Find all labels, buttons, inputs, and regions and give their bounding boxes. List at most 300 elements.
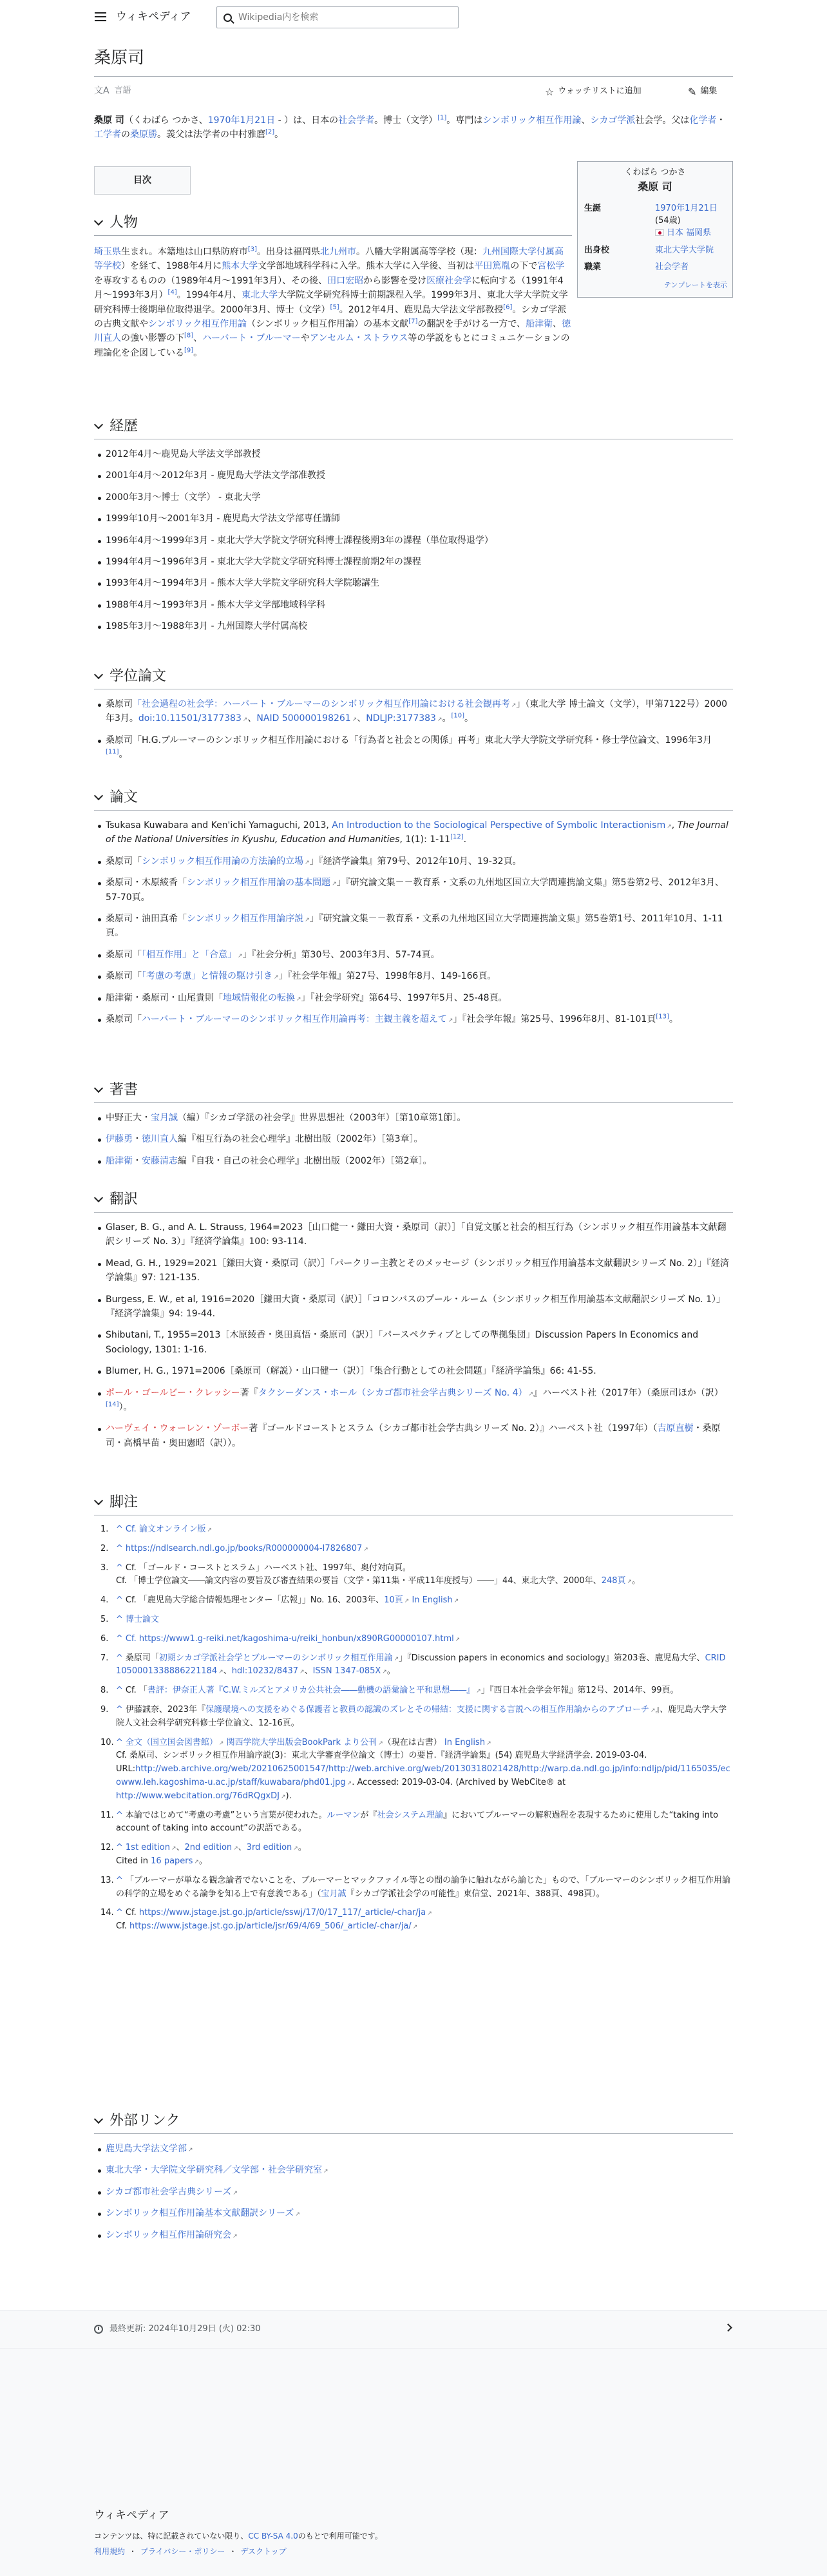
inline-link[interactable]: 16 papers ↗ bbox=[151, 1856, 199, 1866]
site-header bbox=[0, 0, 827, 35]
inline-text: 。 bbox=[464, 713, 474, 724]
list-item bbox=[94, 1111, 733, 1125]
inline-link[interactable]: 2nd edition ↗ bbox=[185, 1843, 238, 1852]
birth-date-link[interactable]: 1970年1月21日 bbox=[207, 115, 276, 126]
inline-link[interactable]: 初期シカゴ学派社会学とブルーマーのシンボリック相互作用論 ↗ bbox=[159, 1653, 399, 1663]
inline-text: や bbox=[300, 333, 310, 344]
chevron-down-icon bbox=[94, 669, 103, 678]
inline-link[interactable]: Cf. 論文オンライン版 ↗ bbox=[126, 1524, 212, 1534]
backlink-caret[interactable]: ^ bbox=[116, 1633, 123, 1644]
backlink-caret[interactable]: ^ bbox=[116, 1875, 123, 1885]
inline-text: 」『研究論文集－－教育系・文系の九州地区国立大学間連携論文集』第5巻第1号、2011年10月、1-11頁。 bbox=[106, 913, 723, 939]
inline-link[interactable]: 1st edition ↗ bbox=[126, 1843, 176, 1852]
clock-icon bbox=[94, 2325, 103, 2334]
inline-text: に転向する（1991年4月〜1993年3月） bbox=[94, 275, 564, 301]
note-number: 5. bbox=[100, 1614, 109, 1624]
inline-text: 桑原司「 bbox=[106, 971, 142, 982]
note-item bbox=[94, 1809, 733, 1836]
inline-text: の下で bbox=[510, 261, 538, 272]
note-item bbox=[94, 1736, 733, 1803]
paper-link[interactable]: ハーバート・ブルーマーのシンボリック相互作用論再考：主観主義を超えて ↗ bbox=[142, 1014, 453, 1024]
section-header[interactable] bbox=[94, 785, 733, 811]
separator: ・ bbox=[129, 2547, 137, 2556]
inline-text: 。 bbox=[298, 1843, 307, 1853]
paper-link[interactable]: シンボリック相互作用論の基本問題 ↗ bbox=[187, 878, 337, 888]
menu-icon[interactable] bbox=[94, 10, 107, 23]
inline-text: Cf. bbox=[116, 1921, 129, 1932]
title-divider bbox=[94, 76, 733, 77]
list-item: 2001年4月〜2012年3月 - 鹿児島大学法文学部准教授 bbox=[94, 468, 733, 483]
note-number: 6. bbox=[100, 1633, 109, 1644]
ref-link[interactable]: [14] bbox=[106, 1401, 119, 1408]
chevron-down-icon bbox=[94, 216, 103, 225]
inline-text: 。シカゴ学派の古典文献や bbox=[94, 304, 567, 329]
section-translations bbox=[94, 1187, 733, 1457]
ref-link[interactable]: [5] bbox=[330, 303, 339, 311]
chevron-right-icon[interactable] bbox=[724, 2323, 732, 2332]
lead-text: 。博士（文学） bbox=[374, 115, 438, 126]
watchlist-button[interactable] bbox=[545, 84, 642, 101]
inline-text: 、 bbox=[176, 1843, 185, 1853]
inline-link[interactable]: 徳川直人 bbox=[142, 1134, 178, 1145]
backlink-caret[interactable]: ^ bbox=[116, 1653, 123, 1663]
backlink-caret[interactable]: ^ bbox=[116, 1543, 123, 1553]
inline-text: , 1(1): 1-11 bbox=[399, 834, 451, 845]
list-item bbox=[94, 818, 733, 847]
backlink-caret[interactable]: ^ bbox=[116, 1686, 123, 1696]
inline-text: 桑原司「 bbox=[106, 949, 142, 960]
inline-link[interactable]: 熊本大学 bbox=[222, 261, 258, 272]
section-header[interactable] bbox=[94, 1187, 733, 1213]
inline-link[interactable]: 東北大学 bbox=[242, 290, 278, 301]
note-item bbox=[94, 1684, 733, 1698]
section-header[interactable] bbox=[94, 2108, 733, 2134]
lead-text: 。 bbox=[274, 130, 284, 140]
papers-list bbox=[94, 818, 733, 1026]
search-box[interactable] bbox=[216, 6, 459, 28]
inline-link[interactable]: ハーバート・ブルーマー bbox=[202, 333, 301, 344]
inline-link[interactable]: In English ↗ bbox=[412, 1595, 459, 1605]
note-item bbox=[94, 1523, 733, 1537]
edit-button[interactable] bbox=[688, 84, 717, 101]
inline-text: 「ブルーマーが単なる観念論者でないことを、ブルーマーとマックファイル等との間の論争に触れながら論じた」もので、「ブルーマーのシンボリック相互作用論の科学的立場をめぐる論争を知る上で有意義である」（ bbox=[116, 1875, 730, 1899]
inline-text: 。 bbox=[632, 1576, 641, 1586]
ref-link[interactable]: [12] bbox=[450, 833, 464, 841]
infobox-label: 職業 bbox=[584, 262, 602, 273]
inline-link[interactable]: シンボリック相互作用論 bbox=[148, 318, 247, 329]
inline-link[interactable]: 九州国際大学付属高等学校 bbox=[94, 247, 564, 272]
chicago-school-link[interactable]: シカゴ学派 bbox=[590, 115, 636, 126]
paper-link[interactable]: 地域情報化の転換 ↗ bbox=[223, 993, 301, 1003]
inline-text: Cited in bbox=[116, 1856, 151, 1866]
note-item bbox=[94, 1652, 733, 1679]
note-number: 9. bbox=[100, 1704, 109, 1715]
inline-text: 」『研究論文集－－教育系・文系の九州地区国立大学間連携論文集』第5巻第2号、2012年3月、57-70頁。 bbox=[106, 878, 724, 903]
inline-link[interactable]: 宮松学 bbox=[537, 261, 565, 272]
degree-list bbox=[94, 697, 733, 762]
inline-link[interactable]: 吉原直樹 bbox=[657, 1423, 694, 1434]
alma-mater-link[interactable]: 東北大学大学院 bbox=[655, 245, 714, 255]
inline-link[interactable]: 博士論文 bbox=[125, 1614, 159, 1624]
inline-link[interactable]: 248頁 ↗ bbox=[602, 1576, 632, 1586]
inline-text: 著『 bbox=[240, 1387, 258, 1398]
inline-link[interactable]: 田口宏昭 bbox=[327, 275, 364, 286]
inline-link[interactable]: CRID 1050001338886221184 ↗ bbox=[116, 1653, 726, 1677]
note-item bbox=[94, 1907, 733, 1934]
toc-button[interactable]: 目次 bbox=[94, 166, 191, 195]
section-header[interactable] bbox=[94, 1490, 733, 1515]
list-item: 1999年10月〜2001年3月 - 鹿児島大学法文学部専任講師 bbox=[94, 512, 733, 526]
note-number: 3. bbox=[100, 1562, 109, 1573]
red-link[interactable]: ポール・ゴールビー・クレッシー bbox=[106, 1387, 240, 1398]
section-title: 人物 bbox=[109, 214, 138, 231]
inline-text: 編『相互行為の社会心理学』北樹出版（2002年）［第3章］。 bbox=[178, 1134, 423, 1145]
inline-text: 』、鹿児島大学大学院人文社会科学研究科修士学位論文、12-16頁。 bbox=[116, 1704, 727, 1728]
lead-text: 。専門は bbox=[446, 115, 483, 126]
books-list bbox=[94, 1111, 733, 1168]
list-item bbox=[94, 1386, 733, 1415]
paper-link[interactable]: 「相互作用」と「合意」 ↗ bbox=[142, 950, 243, 960]
search-icon bbox=[223, 14, 232, 22]
section-title: 論文 bbox=[109, 789, 138, 805]
page-title: 桑原司 bbox=[94, 48, 145, 68]
inline-link[interactable]: 安藤清志 bbox=[142, 1155, 178, 1166]
inline-text: ). bbox=[285, 1791, 292, 1801]
inline-link[interactable]: 10頁 ↗ bbox=[384, 1595, 409, 1605]
footer-logo: ウィキペディア bbox=[94, 2509, 169, 2522]
pencil-icon: ✎ bbox=[688, 86, 697, 98]
inline-text: Cf. 「 bbox=[125, 1686, 147, 1696]
occupation-link[interactable]: 社会学者 bbox=[655, 262, 689, 273]
paper-link[interactable]: シンボリック相互作用論の方法論的立場 ↗ bbox=[142, 856, 310, 867]
list-item bbox=[94, 969, 733, 983]
infobox-label: 生誕 bbox=[584, 204, 602, 214]
note-number: 10. bbox=[100, 1737, 114, 1747]
section-career bbox=[94, 414, 733, 641]
ref-link[interactable]: [4] bbox=[167, 289, 177, 296]
inline-text: 、 bbox=[193, 333, 203, 344]
last-modified-text: 最終更新: 2024年10月29日 (火) 02:30 bbox=[109, 2324, 261, 2334]
webcite-link[interactable]: http://www.webcitation.org/76dRQgxDJ ↗ bbox=[116, 1791, 286, 1801]
watchlist-label: ウォッチリストに追加 bbox=[558, 86, 642, 97]
list-item bbox=[94, 854, 733, 869]
inline-text: 、 bbox=[553, 318, 562, 329]
inline-text: 、 bbox=[304, 1666, 313, 1677]
inline-text: ）を経て、1988年4月に bbox=[121, 261, 222, 272]
paper-link[interactable]: An Introduction to the Sociological Perspective of Symbolic Interactionism ↗ bbox=[332, 820, 672, 831]
inline-text: 桑原司 bbox=[106, 699, 133, 709]
ref-link[interactable]: [1] bbox=[437, 114, 447, 122]
list-item: 1996年4月〜1999年3月 - 東北大学大学院文学研究科博士課程後期3年の課程（単位取得退学） bbox=[94, 533, 733, 548]
section-header[interactable] bbox=[94, 210, 572, 236]
backlink-caret[interactable]: ^ bbox=[116, 1524, 123, 1534]
inline-link[interactable]: https://ndlsearch.ndl.go.jp/books/R000000004-I7826807 ↗ bbox=[126, 1544, 368, 1553]
ref-link[interactable]: [3] bbox=[247, 245, 258, 253]
inline-text: 。八幡大学附属高等学校（現： bbox=[356, 247, 483, 257]
inline-text: 」『経済学論集』第79号、2012年10月、19-32頁。 bbox=[309, 856, 522, 867]
inline-text: 。2012年4月、鹿児島大学法文学部教授 bbox=[339, 304, 504, 315]
inline-text: Cf. 「鹿児島大学総合情報処理センター「広報」」No. 16、2003年、 bbox=[125, 1595, 385, 1606]
backlink-caret[interactable]: ^ bbox=[116, 1595, 123, 1606]
inline-link[interactable]: Cf. https://www1.g-reiki.net/kagoshima-u/reiki_honbun/x890RG00000107.html ↗ bbox=[126, 1634, 460, 1644]
lead-text: 、 bbox=[581, 115, 591, 126]
section-header[interactable] bbox=[94, 664, 733, 689]
lead-text: ・ bbox=[716, 115, 726, 126]
note-number: 7. bbox=[100, 1653, 109, 1663]
inline-link[interactable]: https://www.jstage.jst.go.jp/article/sswj/17/0/17_117/_article/-char/ja ↗ bbox=[139, 1908, 432, 1918]
section-header[interactable] bbox=[94, 1077, 733, 1103]
birth-age: (54歳) bbox=[655, 215, 681, 226]
inline-link[interactable]: 宝月誠 bbox=[151, 1113, 178, 1123]
list-item bbox=[94, 991, 733, 1005]
naid-link[interactable]: NAID 500000198261 ↗ bbox=[256, 713, 357, 724]
ndljp-link[interactable]: NDLJP:3177383 ↗ bbox=[366, 713, 442, 724]
note-number: 1. bbox=[100, 1524, 109, 1534]
inline-text: 、 bbox=[238, 1843, 247, 1853]
ref-link[interactable]: [11] bbox=[106, 748, 119, 756]
person-paragraph bbox=[94, 245, 572, 360]
inline-text: 桑原司「 bbox=[125, 1653, 159, 1663]
inline-text: ）。 bbox=[119, 1401, 133, 1412]
chevron-down-icon bbox=[94, 419, 103, 428]
inline-text: 。1994年4月、 bbox=[176, 290, 242, 301]
inline-text: （編）『シカゴ学派の社会学』世界思想社（2003年）［第10章第1節］。 bbox=[178, 1113, 466, 1123]
inline-text: 。 bbox=[669, 1014, 678, 1024]
inline-text: のもとで利用可能です。 bbox=[298, 2532, 383, 2541]
inline-link[interactable]: 船津衛 bbox=[106, 1155, 133, 1166]
inline-link[interactable]: ISSN 1347-085X ↗ bbox=[313, 1666, 387, 1676]
birth-country-link[interactable]: 日本 福岡県 bbox=[667, 227, 712, 238]
backlink-caret[interactable]: ^ bbox=[116, 1843, 123, 1853]
section-external-links bbox=[94, 2108, 733, 2249]
inline-link[interactable]: 伊藤勇 bbox=[106, 1134, 133, 1145]
section-books bbox=[94, 1077, 733, 1175]
inline-text: Cf. bbox=[125, 1908, 139, 1918]
ref-link[interactable]: [7] bbox=[408, 318, 418, 325]
inline-text: , bbox=[671, 820, 678, 831]
ref-link[interactable]: [10] bbox=[451, 712, 465, 720]
privacy-link[interactable]: プライバシー・ポリシー bbox=[140, 2547, 225, 2556]
symbolic-interactionism-link[interactable]: シンボリック相互作用論 bbox=[482, 115, 582, 126]
external-link[interactable]: シンボリック相互作用論基本文献翻訳シリーズ ↗ bbox=[106, 2208, 300, 2218]
inline-link[interactable]: https://www.jstage.jst.go.jp/article/jsr/69/4/69_506/_article/-char/ja/ ↗ bbox=[129, 1921, 417, 1931]
backlink-caret[interactable]: ^ bbox=[116, 1908, 123, 1918]
inline-text: を専攻するものの（1989年4月〜1991年3月）、その後、 bbox=[94, 275, 328, 286]
inline-link[interactable]: 3rd edition ↗ bbox=[247, 1843, 298, 1852]
list-item bbox=[94, 2163, 733, 2177]
inline-text: 等の学説をもとにコミュニケーションの理論化を企図している bbox=[94, 333, 570, 358]
list-item: Blumer, H. G., 1971=2006［桑原司（解説）・山口健一（訳）］「集合行動としての社会問題」『経済学論集』66: 41-55. bbox=[94, 1364, 733, 1378]
inline-text: 大学院文学研究科博士前期課程入学。1999年3月、東北大学大学院文学研究科博士後期単位取得退学。2000年3月、博士（文学） bbox=[94, 290, 568, 315]
backlink-caret[interactable]: ^ bbox=[116, 1614, 123, 1624]
inline-text: 。出身は福岡県 bbox=[257, 247, 321, 257]
note-number: 13. bbox=[100, 1875, 114, 1885]
note-number: 11. bbox=[100, 1810, 114, 1820]
list-item bbox=[94, 697, 733, 726]
list-item: 2000年3月〜博士（文学） - 東北大学 bbox=[94, 490, 733, 505]
chevron-down-icon bbox=[94, 2114, 103, 2123]
inline-link[interactable]: 社会システム理論 bbox=[377, 1810, 444, 1820]
external-link[interactable]: シンボリック相互作用論研究会 ↗ bbox=[106, 2230, 238, 2240]
inline-text: ・ bbox=[133, 1134, 142, 1145]
inline-text: 船津衛・桑原司・山尾貴則「 bbox=[106, 992, 223, 1003]
inline-link[interactable]: ルーマン bbox=[327, 1810, 361, 1820]
note-number: 14. bbox=[100, 1908, 114, 1918]
language-button[interactable] bbox=[94, 84, 131, 98]
template-view-link[interactable]: テンプレートを表示 bbox=[663, 281, 727, 290]
note-item bbox=[94, 1613, 733, 1627]
terms-link[interactable]: 利用規約 bbox=[94, 2547, 126, 2556]
external-link[interactable]: シカゴ都市社会学古典シリーズ ↗ bbox=[106, 2187, 238, 2197]
inline-text: 、 bbox=[223, 1666, 232, 1677]
note-number: 2. bbox=[100, 1543, 109, 1553]
footer-links bbox=[94, 2546, 287, 2558]
section-title: 外部リンク bbox=[109, 2112, 180, 2129]
backlink-caret[interactable]: ^ bbox=[116, 1562, 123, 1573]
inline-link[interactable]: 関西学院大学出版会BookPark より公刊 ↗ bbox=[227, 1738, 383, 1747]
inline-text: 」（東北大学 博士論文（文学），甲第7122号）2000年3月。 bbox=[106, 699, 728, 724]
inline-text: コンテンツは、特に記載されていない限り、 bbox=[94, 2532, 249, 2541]
language-icon: 文A bbox=[94, 86, 109, 96]
ref-link[interactable]: [6] bbox=[503, 303, 513, 311]
inline-link[interactable]: 全文（国立国会図書館） ↗ bbox=[126, 1738, 224, 1747]
inline-text: . bbox=[463, 834, 467, 845]
external-link[interactable]: 鹿児島大学法文学部 ↗ bbox=[106, 2144, 193, 2154]
external-links-list bbox=[94, 2142, 733, 2242]
external-link[interactable]: 東北大学・大学院文学研究科／文学部・社会学研究室 ↗ bbox=[106, 2165, 328, 2175]
note-item bbox=[94, 1841, 733, 1869]
lead-paragraph bbox=[94, 113, 733, 142]
chevron-down-icon bbox=[94, 791, 103, 800]
inline-link[interactable]: 保護環境への支援をめぐる保護者と教員の認識のズレとその帰結：支援に関する言説への相互作用論からのアプローチ ↗ bbox=[205, 1705, 656, 1715]
infobox-name: 桑原 司 bbox=[638, 180, 672, 193]
inline-link[interactable]: 平田篤胤 bbox=[474, 261, 511, 272]
backlink-caret[interactable]: ^ bbox=[116, 1704, 123, 1715]
list-item: Burgess, E. W., et al, 1916=2020［鎌田大資・桑原司（訳）］「コロンバスのプール・ルーム（シンボリック相互作用論基本文献翻訳シリーズ No. 1）」『経済学論集』94: 19-44. bbox=[94, 1293, 733, 1322]
inline-text: 桑原司「H.G.ブルーマーのシンボリック相互作用論における「行為者と社会との関係」再考」東北大学大学院文学研究科・修士学位論文、1996年3月 bbox=[106, 735, 712, 745]
engineer-link[interactable]: 工学者 bbox=[94, 130, 121, 140]
archive-link[interactable]: http://web.archive.org/web/20210625001547/http://web.archive.org/web/20130318021428/http://warp.da.ndl.go.jp/info:ndljp/pid/1165035/ecowww.leh.kagoshima-u.ac.jp/staff/kuwabara/phd01.jpg ↗ bbox=[116, 1764, 730, 1787]
chevron-down-icon bbox=[94, 1495, 103, 1504]
inline-text: 。 bbox=[119, 749, 128, 760]
section-papers bbox=[94, 785, 733, 1033]
list-item bbox=[94, 2142, 733, 2156]
inline-text: 、 bbox=[357, 713, 366, 724]
search-input[interactable] bbox=[238, 12, 444, 23]
backlink-caret[interactable]: ^ bbox=[116, 1737, 123, 1747]
chemist-link[interactable]: 化学者 bbox=[689, 115, 717, 126]
birth-date-link[interactable]: 1970年1月21日 bbox=[655, 204, 718, 214]
backlink-caret[interactable]: ^ bbox=[116, 1810, 123, 1820]
red-link[interactable]: ハーヴェイ・ウォーレン・ゾーボー bbox=[106, 1423, 249, 1434]
inline-text: 桑原司「 bbox=[106, 856, 142, 867]
last-modified-bar[interactable] bbox=[0, 2310, 827, 2349]
inline-link[interactable]: 埼玉県 bbox=[94, 247, 121, 257]
separator: ・ bbox=[229, 2547, 237, 2556]
site-footer bbox=[0, 2349, 827, 2576]
inline-link[interactable]: 宝月誠 bbox=[321, 1889, 347, 1899]
paper-link[interactable]: 「考慮の考慮」と情報の駆け引き ↗ bbox=[142, 971, 279, 981]
list-item bbox=[94, 876, 733, 905]
inline-text: 本論ではじめて“考慮の考慮”という言葉が使われた。 bbox=[125, 1810, 327, 1820]
lead-text: の bbox=[121, 130, 130, 140]
inline-link[interactable]: 書評：伊奈正人著『C.W.ミルズとアメリカ公共社会――動機の語彙論と平和思想――』 ↗ bbox=[147, 1686, 481, 1695]
lead-text: 。義父は法学者の中村雅麿 bbox=[157, 130, 265, 140]
inline-text: 。 bbox=[198, 1856, 207, 1866]
section-header[interactable] bbox=[94, 414, 733, 439]
inline-text: 」『西日本社会学会年報』第12号、2014年、99頁。 bbox=[480, 1686, 679, 1696]
inline-text: 」『Discussion papers in economics and sociology』第203巻、鹿児島大学、 bbox=[399, 1653, 705, 1663]
list-item: Mead, G. H., 1929=2021［鎌田大資・桑原司（訳）］「パークリー主教とそのメッセージ（シンボリック相互作用論基本文献翻訳シリーズ No. 2）」『経済学論集』97: 121-135. bbox=[94, 1256, 733, 1285]
list-item bbox=[94, 1421, 733, 1450]
paper-link[interactable]: シンボリック相互作用論序説 ↗ bbox=[187, 914, 310, 924]
list-item: 1985年3月〜1988年3月 - 九州国際大学付属高校 bbox=[94, 619, 733, 633]
list-item bbox=[94, 1012, 733, 1026]
lead-text: - ）は、日本の bbox=[275, 115, 339, 126]
section-title: 学位論文 bbox=[109, 668, 167, 684]
inline-text: 桑原司・木原綾香「 bbox=[106, 878, 187, 889]
list-item: Shibutani, T., 1955=2013［木原綾香・奥田真悟・桑原司（訳）］「パースペクティブとしての準拠集団」Discussion Papers In Economics and Sociology, 1301: 1-16. bbox=[94, 1328, 733, 1357]
inline-text: 文学部地域科学科に入学。熊本大学に入学後、当初は bbox=[258, 261, 475, 272]
inline-link[interactable]: アンセルム・ストラウス bbox=[309, 333, 408, 344]
inline-link[interactable]: 医療社会学 bbox=[426, 275, 472, 286]
inline-link[interactable]: hdl:10232/8437 ↗ bbox=[232, 1666, 305, 1676]
sociologist-link[interactable]: 社会学者 bbox=[338, 115, 375, 126]
inline-text: 生まれ。本籍地は山口県防府市 bbox=[121, 247, 248, 257]
inline-link[interactable]: In English ↗ bbox=[444, 1738, 491, 1747]
star-icon: ☆ bbox=[545, 86, 555, 98]
inline-text: Tsukasa Kuwabara and Ken'ichi Yamaguchi, 2013, bbox=[106, 820, 329, 831]
inline-text: 」『社会学年報』第27号、1998年8月、149-166頁。 bbox=[278, 971, 497, 982]
list-item bbox=[94, 2206, 733, 2220]
inline-link[interactable]: 徳川直人 bbox=[94, 318, 571, 344]
inline-text: 桑原司・油田真希「 bbox=[106, 913, 187, 924]
inline-link[interactable]: 北九州市 bbox=[320, 247, 357, 257]
list-item: 1988年4月〜1993年3月 - 熊本大学文学部地域科学科 bbox=[94, 598, 733, 612]
section-person bbox=[94, 210, 733, 360]
section-notes bbox=[94, 1490, 733, 1939]
note-item bbox=[94, 1543, 733, 1556]
inline-text: 。 bbox=[193, 347, 203, 358]
site-logo[interactable]: ウィキペディア bbox=[116, 10, 191, 23]
license-link[interactable]: CC BY-SA 4.0 bbox=[248, 2532, 298, 2541]
inline-text: URL: bbox=[116, 1764, 136, 1774]
inline-text: 中野正大・ bbox=[106, 1113, 151, 1123]
inline-text: Cf. 「博士学位論文――論文内容の要旨及び審査結果の要旨（文学・第11集・平成11年度授与）――」44、東北大学、2000年、 bbox=[116, 1576, 602, 1586]
lead-name: 桑原 司 bbox=[94, 115, 124, 126]
translations-list bbox=[94, 1220, 733, 1450]
dissertation-link[interactable]: 「社会過程の社会学：ハーバート・ブルーマーのシンボリック相互作用論における社会観再考 ↗ bbox=[133, 699, 516, 709]
list-item bbox=[94, 733, 733, 762]
note-item bbox=[94, 1633, 733, 1646]
ref-link[interactable]: [2] bbox=[265, 128, 275, 136]
page-tools bbox=[94, 84, 733, 101]
ref-link[interactable]: [9] bbox=[184, 347, 194, 354]
book-link[interactable]: タクシーダンス・ホール（シカゴ都市社会学古典シリーズ No. 4） ↗ bbox=[258, 1388, 533, 1398]
note-item bbox=[94, 1704, 733, 1731]
inline-text: 」『社会学研究』第64号、1997年5月、25-48頁。 bbox=[301, 992, 508, 1003]
list-item: 1994年4月〜1996年3月 - 東北大学大学院文学研究科博士課程前期2年の課程 bbox=[94, 555, 733, 569]
inline-text: Cf. 「ゴールド・コーストとスラム」ハーベスト社、1997年、奥付対向頁。 bbox=[125, 1562, 411, 1573]
note-number: 12. bbox=[100, 1843, 114, 1853]
doi-link[interactable]: doi:10.11501/3177383 ↗ bbox=[138, 713, 247, 724]
ref-link[interactable]: [13] bbox=[656, 1013, 669, 1021]
inline-link[interactable]: 船津衛 bbox=[526, 318, 553, 329]
ref-link[interactable]: [8] bbox=[184, 332, 194, 340]
note-item bbox=[94, 1874, 733, 1901]
desktop-link[interactable]: デスクトップ bbox=[240, 2547, 287, 2556]
father-link[interactable]: 桑原勝 bbox=[130, 130, 157, 140]
